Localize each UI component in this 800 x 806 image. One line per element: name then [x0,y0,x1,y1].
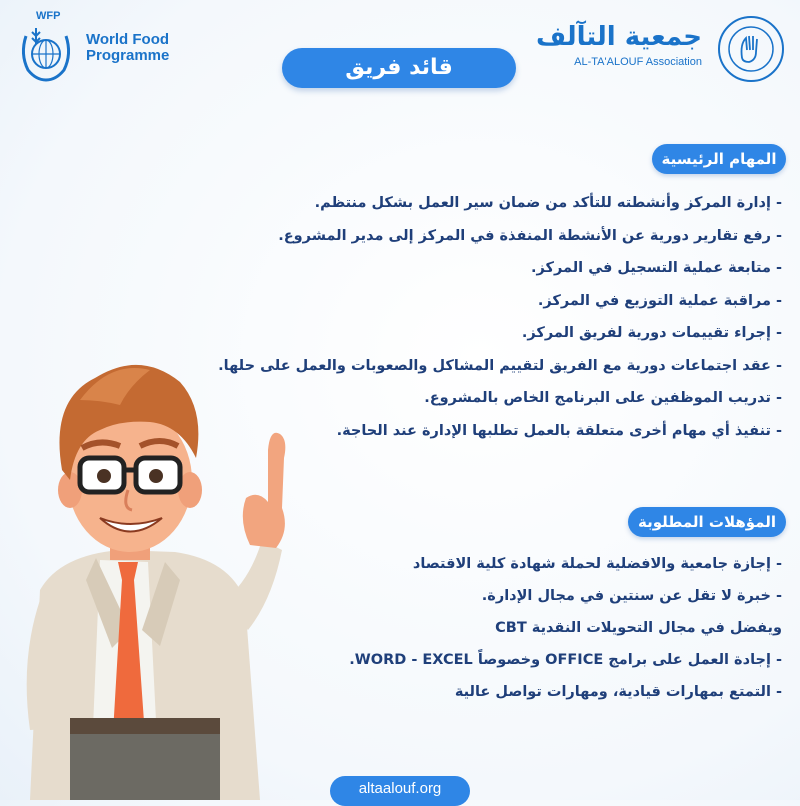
qualifications-heading: المؤهلات المطلوبة [628,507,786,537]
wfp-logo [14,10,174,80]
list-item: - إجراء تقييمات دورية لفريق المركز. [521,325,782,341]
wfp-emblem-icon [14,24,78,84]
main-tasks-heading: المهام الرئيسية [652,144,786,174]
website-link[interactable]: altaalouf.org [330,776,470,806]
list-item: - خبرة لا تقل عن سنتين في مجال الإدارة. [481,588,782,604]
qualifications-list [349,551,782,711]
association-logo [535,12,786,84]
cartoon-character-illustration [0,330,300,800]
list-item: - إجازة جامعية والافضلية لحملة شهادة كلية الاقتصاد [412,556,782,572]
wfp-name-line1: World Food [86,31,170,48]
wfp-abbreviation: WFP [36,10,61,22]
wfp-name-line2: Programme [86,47,170,64]
association-name-english: AL-TA'ALOUF Association [574,56,702,68]
list-item: - تدريب الموظفين على البرنامج الخاص بالمشروع. [424,390,782,406]
association-seal-icon [716,14,786,84]
list-item: ويفضل في مجال التحويلات النقدية CBT [495,620,782,636]
list-item: - تنفيذ أي مهام أخرى متعلقة بالعمل تطلبها الإدارة عند الحاجة. [336,422,782,439]
list-item: - التمتع بمهارات قيادية، ومهارات تواصل عالية [454,684,782,700]
wfp-name [86,32,169,64]
list-item: - رفع تقارير دورية عن الأنشطة المنفذة في المركز إلى مدير المشروع. [278,227,782,244]
list-item: - مراقبة عملية التوزيع في المركز. [537,292,782,309]
list-item: - متابعة عملية التسجيل في المركز. [531,260,782,276]
list-item: - إدارة المركز وأنشطته للتأكد من ضمان سير العمل بشكل منتظم. [314,195,782,211]
list-item: - عقد اجتماعات دورية مع الفريق لتقييم المشاكل والصعوبات والعمل على حلها. [218,357,782,374]
list-item: - إجادة العمل على برامج OFFICE وخصوصاً WORD - EXCEL. [349,652,782,668]
job-title: قائد فريق [282,48,516,88]
association-name-arabic: جمعية التآلف [535,22,702,52]
